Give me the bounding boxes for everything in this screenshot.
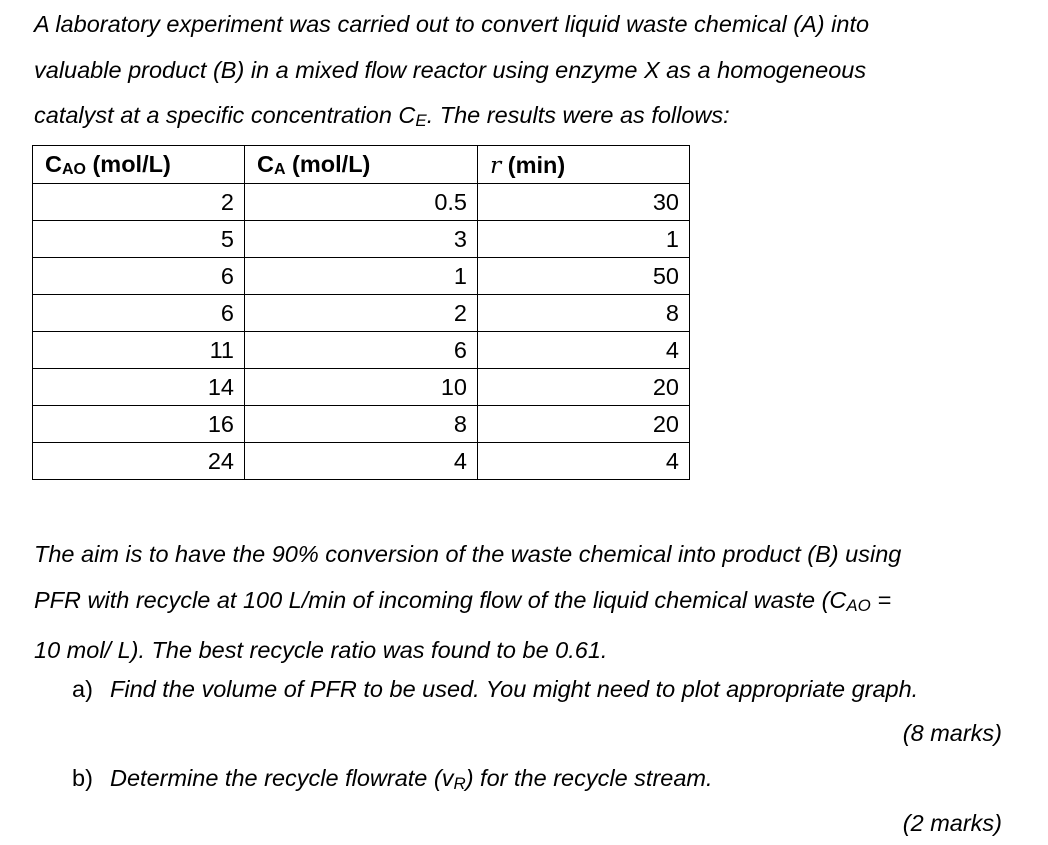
intro-paragraph xyxy=(34,2,994,144)
aim-paragraph xyxy=(34,532,1024,674)
intro-line-3 xyxy=(34,93,994,144)
table-row xyxy=(33,221,690,258)
aim-line-1: The aim is to have the 90% conversion of the waste chemical into product (B) using xyxy=(34,541,902,567)
cell-ca: 6 xyxy=(245,332,478,369)
cell-ca: 8 xyxy=(245,406,478,443)
question-a-label: a) xyxy=(72,676,93,702)
cell-ca: 0.5 xyxy=(245,184,478,221)
intro-line-3-subscript: E xyxy=(415,111,427,131)
question-b-subscript: R xyxy=(453,774,466,794)
cell-tau: 8 xyxy=(478,295,690,332)
cell-tau: 20 xyxy=(478,406,690,443)
table-row xyxy=(33,406,690,443)
question-a xyxy=(72,676,918,703)
cell-cao: 5 xyxy=(33,221,245,258)
aim-line-2 xyxy=(34,578,1024,629)
header-tau: r (min) xyxy=(478,146,690,184)
cell-tau: 20 xyxy=(478,369,690,406)
cell-tau: 4 xyxy=(478,443,690,480)
cell-tau: 30 xyxy=(478,184,690,221)
question-b-text: Determine the recycle flowrate (v xyxy=(110,765,454,791)
cell-tau: 50 xyxy=(478,258,690,295)
cell-ca: 10 xyxy=(245,369,478,406)
intro-line-3-text: catalyst at a specific concentration C xyxy=(34,102,416,128)
cell-ca: 4 xyxy=(245,443,478,480)
aim-line-2-subscript: AO xyxy=(846,595,871,615)
intro-line-3-tail: . The results were as follows: xyxy=(426,102,730,128)
cell-cao: 6 xyxy=(33,258,245,295)
question-a-marks: (8 marks) xyxy=(902,720,1002,746)
table-header-row xyxy=(33,146,690,184)
header-cao: CAO (mol/L) xyxy=(33,146,245,184)
table-row xyxy=(33,258,690,295)
question-b-label: b) xyxy=(72,765,93,791)
cell-cao: 16 xyxy=(33,406,245,443)
header-ca: CA (mol/L) xyxy=(245,146,478,184)
intro-line-1: A laboratory experiment was carried out to convert liquid waste chemical (A) into xyxy=(34,11,870,37)
table-row xyxy=(33,443,690,480)
cell-ca: 2 xyxy=(245,295,478,332)
cell-ca: 3 xyxy=(245,221,478,258)
cell-cao: 11 xyxy=(33,332,245,369)
intro-line-2: valuable product (B) in a mixed flow reactor using enzyme X as a homogeneous xyxy=(34,56,867,83)
cell-tau: 4 xyxy=(478,332,690,369)
question-b xyxy=(72,765,713,794)
question-b-marks: (2 marks) xyxy=(902,810,1002,836)
cell-ca: 1 xyxy=(245,258,478,295)
aim-line-2-tail: = xyxy=(870,586,892,613)
cell-cao: 2 xyxy=(33,184,245,221)
question-a-text: Find the volume of PFR to be used. You might need to plot appropriate graph. xyxy=(110,676,919,702)
aim-line-2-text: PFR with recycle at 100 L/min of incoming flow of the liquid chemical waste (C xyxy=(34,586,847,613)
table-row xyxy=(33,184,690,221)
cell-tau: 1 xyxy=(478,221,690,258)
aim-line-3: 10 mol/ L). The best recycle ratio was found to be 0.61. xyxy=(34,637,608,664)
table-row xyxy=(33,369,690,406)
cell-cao: 24 xyxy=(33,443,245,480)
table-row xyxy=(33,332,690,369)
question-b-tail: ) for the recycle stream. xyxy=(465,765,713,791)
cell-cao: 14 xyxy=(33,369,245,406)
cell-cao: 6 xyxy=(33,295,245,332)
table-row xyxy=(33,295,690,332)
results-table xyxy=(32,145,690,480)
